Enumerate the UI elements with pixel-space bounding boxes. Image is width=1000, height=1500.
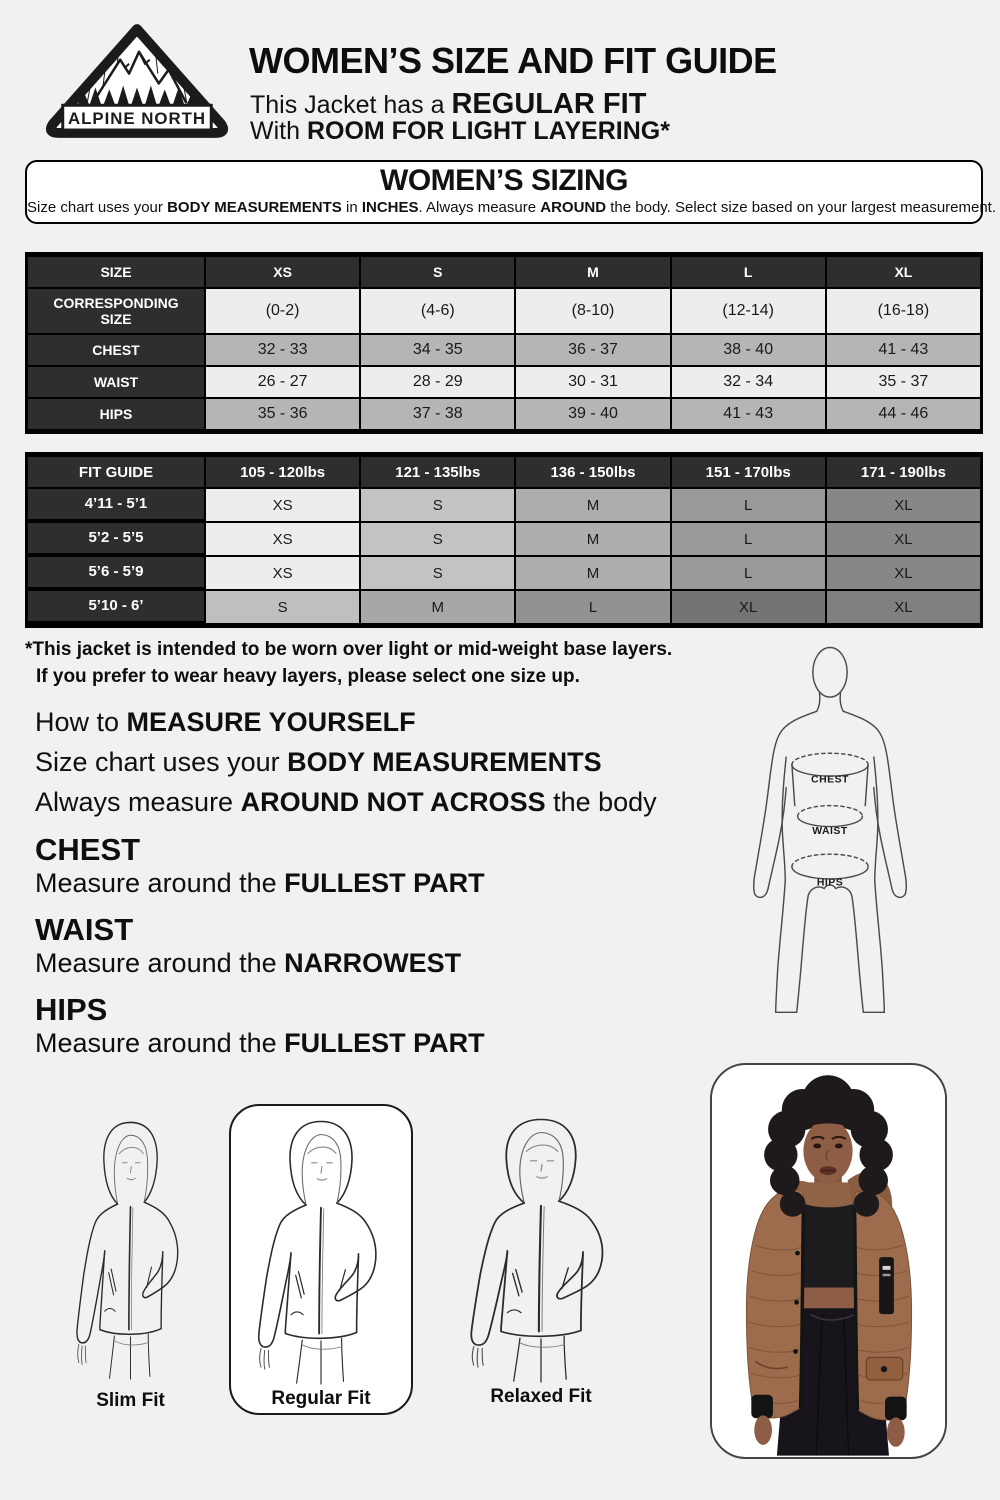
layering-statement-prefix: With	[250, 117, 307, 145]
measure-line3-prefix: Always measure	[35, 787, 241, 817]
size-table-header: M	[516, 257, 669, 287]
desc-seg-bold: BODY MEASUREMENTS	[167, 199, 342, 216]
regular-fit-highlight-box	[229, 1104, 413, 1415]
chest-instruction	[35, 866, 485, 900]
size-table-cell: 36 - 37	[516, 335, 669, 365]
size-table-cell: 38 - 40	[672, 335, 825, 365]
chest-heading: CHEST	[35, 832, 141, 867]
fit-guide-table	[25, 452, 983, 628]
desc-seg-bold: AROUND	[540, 199, 607, 216]
fit-table-cell: XS	[206, 557, 359, 589]
fit-table-cell: L	[672, 523, 825, 555]
size-table-header: XS	[206, 257, 359, 287]
hips-measure-section	[35, 994, 485, 1060]
relaxed-fit-label: Relaxed Fit	[490, 1386, 592, 1407]
fit-table-cell: M	[361, 591, 514, 623]
waist-instruction-bold: NARROWEST	[284, 948, 462, 978]
figure-head	[813, 648, 847, 698]
size-table-cell: 35 - 36	[206, 399, 359, 429]
hips-instruction-bold: FULLEST PART	[284, 1028, 485, 1058]
size-table-row-label: HIPS	[28, 399, 204, 429]
size-table-cell: 41 - 43	[827, 335, 980, 365]
size-table-cell: (16-18)	[827, 289, 980, 333]
slim-fit-illustration	[48, 1112, 213, 1384]
size-table-row-label: CORRESPONDING SIZE	[28, 289, 204, 333]
fit-table-header: 151 - 170lbs	[672, 457, 825, 487]
logo-text: ALPINE NORTH	[67, 109, 207, 129]
measure-line1-bold: MEASURE YOURSELF	[126, 707, 416, 737]
fit-table-header: 171 - 190lbs	[827, 457, 980, 487]
size-table-row-label: WAIST	[28, 367, 204, 397]
measure-line2-prefix: Size chart uses your	[35, 747, 288, 777]
sizing-box-title: WOMEN’S SIZING	[380, 164, 628, 197]
desc-seg: in	[341, 199, 362, 216]
layering-statement	[250, 117, 670, 146]
fit-table-row-label: 5’2 - 5’5	[28, 523, 204, 553]
measure-line3-suffix: the body	[545, 787, 657, 817]
figure-chest-label: CHEST	[811, 774, 849, 786]
chest-instruction-bold: FULLEST PART	[284, 868, 485, 898]
fit-table-cell: L	[516, 591, 669, 623]
layering-statement-bold: ROOM FOR LIGHT LAYERING*	[306, 117, 670, 145]
fit-table-header: 121 - 135lbs	[361, 457, 514, 487]
figure-waist-label: WAIST	[812, 826, 848, 838]
fit-table-cell: M	[516, 557, 669, 589]
desc-seg: Size chart uses your	[27, 199, 168, 216]
measure-line1	[35, 702, 657, 742]
size-table-cell: 35 - 37	[827, 367, 980, 397]
fit-table-row-label: 5’10 - 6’	[28, 591, 204, 621]
fit-table-cell: S	[361, 523, 514, 555]
waist-instruction	[35, 946, 461, 980]
size-table-cell: 37 - 38	[361, 399, 514, 429]
sizing-box-description	[27, 199, 997, 216]
hips-instruction	[35, 1026, 485, 1060]
fit-table-row-label: 4’11 - 5’1	[28, 489, 204, 519]
fit-table-cell: L	[672, 557, 825, 589]
desc-seg: the body. Select size based on your largest measurement.	[606, 199, 997, 216]
size-table-header: SIZE	[28, 257, 204, 287]
model-photo	[710, 1063, 947, 1459]
alpine-north-logo	[38, 22, 236, 142]
measure-line1-prefix: How to	[35, 707, 127, 737]
size-chart-table	[25, 252, 983, 434]
size-table-cell: (12-14)	[672, 289, 825, 333]
fit-table-row-label: 5’6 - 5’9	[28, 557, 204, 587]
waist-instruction-prefix: Measure around the	[35, 948, 285, 978]
fit-table-cell: XL	[827, 591, 980, 623]
relaxed-fit-illustration	[452, 1112, 630, 1384]
waist-heading: WAIST	[35, 912, 134, 947]
waist-measure-section	[35, 914, 461, 980]
fit-table-header: FIT GUIDE	[28, 457, 204, 487]
page-title: WOMEN’S SIZE AND FIT GUIDE	[249, 40, 777, 81]
chest-band	[792, 753, 868, 805]
regular-fit-illustration	[236, 1114, 406, 1386]
fit-table-cell: L	[672, 489, 825, 521]
desc-seg-bold: INCHES	[361, 199, 419, 216]
fit-table-cell: S	[361, 489, 514, 521]
hips-heading: HIPS	[35, 992, 108, 1027]
fit-table-cell: XL	[827, 557, 980, 589]
figure-hips-label: HIPS	[816, 877, 844, 889]
size-table-cell: 30 - 31	[516, 367, 669, 397]
measure-line3-bold: AROUND NOT ACROSS	[240, 787, 546, 817]
size-table-cell: (4-6)	[361, 289, 514, 333]
fit-statement-bold: REGULAR FIT	[451, 88, 647, 120]
fit-table-cell: XL	[827, 489, 980, 521]
hips-instruction-prefix: Measure around the	[35, 1028, 285, 1058]
regular-fit-label: Regular Fit	[271, 1388, 371, 1409]
size-table-header: S	[361, 257, 514, 287]
chest-instruction-prefix: Measure around the	[35, 868, 285, 898]
fit-table-header: 105 - 120lbs	[206, 457, 359, 487]
size-table-cell: (0-2)	[206, 289, 359, 333]
size-table-cell: (8-10)	[516, 289, 669, 333]
how-to-measure-copy	[35, 702, 657, 822]
body-measurement-figure	[725, 638, 935, 1038]
size-table-cell: 32 - 33	[206, 335, 359, 365]
fit-table-cell: M	[516, 489, 669, 521]
measure-line2	[35, 742, 657, 782]
model-illustration	[712, 1066, 945, 1455]
hips-band	[792, 854, 868, 888]
size-table-cell: 41 - 43	[672, 399, 825, 429]
layering-note-line1: *This jacket is intended to be worn over light or mid-weight base layers.	[25, 639, 673, 660]
layering-note-line2: If you prefer to wear heavy layers, please select one size up.	[36, 666, 580, 687]
fit-table-header: 136 - 150lbs	[516, 457, 669, 487]
fit-table-cell: S	[206, 591, 359, 623]
size-table-cell: 28 - 29	[361, 367, 514, 397]
waist-band	[798, 806, 863, 838]
fit-table-cell: XL	[672, 591, 825, 623]
fit-table-cell: S	[361, 557, 514, 589]
size-table-cell: 39 - 40	[516, 399, 669, 429]
size-table-row-label: CHEST	[28, 335, 204, 365]
size-table-header: L	[672, 257, 825, 287]
size-table-cell: 44 - 46	[827, 399, 980, 429]
layering-note	[25, 636, 672, 690]
fit-table-cell: XS	[206, 489, 359, 521]
size-table-cell: 34 - 35	[361, 335, 514, 365]
measure-line3	[35, 782, 657, 822]
chest-measure-section	[35, 834, 485, 900]
measure-line2-bold: BODY MEASUREMENTS	[287, 747, 602, 777]
fit-table-cell: M	[516, 523, 669, 555]
size-table-header: XL	[827, 257, 980, 287]
size-table-cell: 32 - 34	[672, 367, 825, 397]
desc-seg: . Always measure	[418, 199, 541, 216]
sizing-info-box	[25, 160, 997, 224]
fit-table-cell: XS	[206, 523, 359, 555]
slim-fit-label: Slim Fit	[96, 1390, 165, 1411]
fit-statement-prefix: This Jacket has a	[250, 91, 452, 119]
size-table-cell: 26 - 27	[206, 367, 359, 397]
fit-table-cell: XL	[827, 523, 980, 555]
